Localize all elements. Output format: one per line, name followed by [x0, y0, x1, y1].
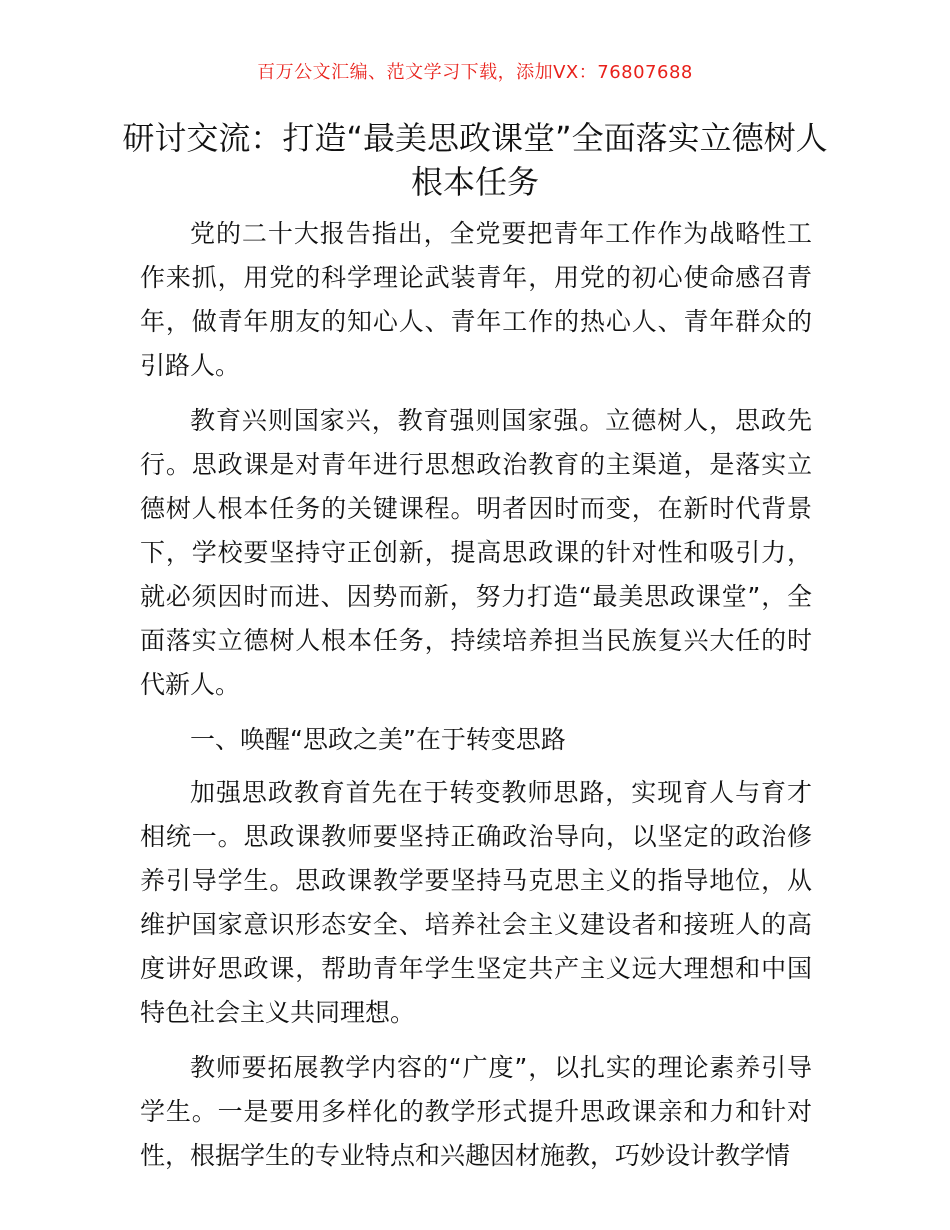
- paragraph-intro: 党的二十大报告指出，全党要把青年工作作为战略性工作来抓，用党的科学理论武装青年，用党的初心使命感召青年，做青年朋友的知心人、青年工作的热心人、青年群众的引路人。: [140, 219, 812, 380]
- section-heading-1: 一、唤醒“思政之美”在于转变思路: [190, 725, 566, 754]
- document-body: [140, 212, 812, 1189]
- document-title: 研讨交流：打造“最美思政课堂”全面落实立德树人根本任务: [122, 119, 828, 201]
- promo-header-note: 百万公文汇编、范文学习下载，添加VX：76807688: [257, 62, 693, 83]
- paragraph-teaching-breadth: 教师要拓展教学内容的“广度”，以扎实的理论素养引导学生。一是要用多样化的教学形式提升思政课亲和力和针对性，根据学生的专业特点和兴趣因材施教，巧妙设计教学情: [140, 1053, 812, 1170]
- paragraph-education: 教育兴则国家兴，教育强则国家强。立德树人，思政先行。思政课是对青年进行思想政治教育的主渠道，是落实立德树人根本任务的关键课程。明者因时而变，在新时代背景下，学校要坚持守正创新，提高思政课的针对性和吸引力，就必须因时而进、因势而新，努力打造“最美思政课堂”，全面落实立德树人根本任务，持续培养担当民族复兴大任的时代新人。: [140, 406, 812, 699]
- paragraph-teacher-mindset: 加强思政教育首先在于转变教师思路，实现育人与育才相统一。思政课教师要坚持正确政治导向，以坚定的政治修养引导学生。思政课教学要坚持马克思主义的指导地位，从维护国家意识形态安全、培养社会主义建设者和接班人的高度讲好思政课，帮助青年学生坚定共产主义远大理想和中国特色社会主义共同理想。: [140, 778, 812, 1027]
